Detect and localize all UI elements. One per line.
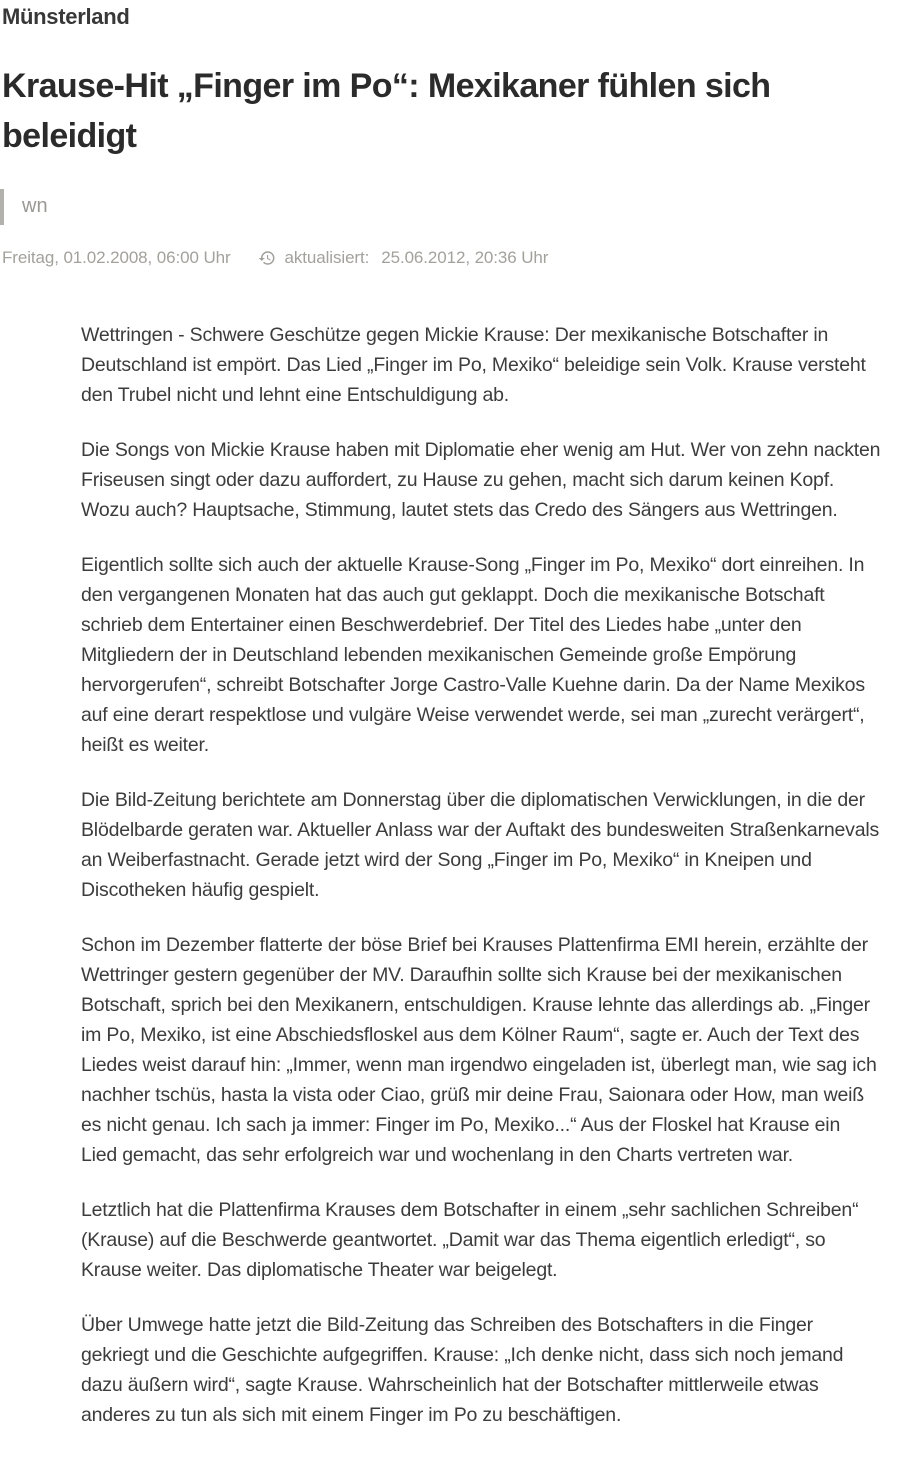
byline-author: wn (22, 195, 48, 217)
article-paragraph: Die Songs von Mickie Krause haben mit Diplomatie eher wenig am Hut. Wer von zehn nackten Friseusen singt oder dazu auffordert, zu Hause zu gehen, macht sich darum keinen Kopf. Wozu auch? Hauptsache, Stimmung, lautet stets das Credo des Sängers aus Wettringen. (81, 439, 881, 521)
article-paragraph: Letztlich hat die Plattenfirma Krauses dem Botschafter in einem „sehr sachlichen Schreiben“ (Krause) auf die Beschwerde geantwortet. „Damit war das Thema eigentlich erledigt“, so Krause weiter. Das diplomatische Theater war beigelegt. (81, 1199, 859, 1281)
article-paragraph: Eigentlich sollte sich auch der aktuelle Krause-Song „Finger im Po, Mexiko“ dort einreihen. In den vergangenen Monaten hat das auch gut geklappt. Doch die mexikanische Botschaft schrieb dem Entertainer einen Beschwerdebrief. Der Titel des Liedes habe „unter den Mitgliedern der in Deutschland lebenden mexikanischen Gemeinde große Empörung hervorgerufen“, schreibt Botschafter Jorge Castro-Valle Kuehne darin. Da der Name Mexikos auf eine derart respektlose und vulgäre Weise verwendet werde, sei man „zurecht verärgert“, heißt es weiter. (81, 554, 865, 756)
page-title: Krause-Hit „Finger im Po“: Mexikaner fühlen sich beleidigt (2, 67, 771, 155)
article-paragraph: Schon im Dezember flatterte der böse Brief bei Krauses Plattenfirma EMI herein, erzählte der Wettringer gestern gegenüber der MV. Daraufhin sollte sich Krause bei der mexikanischen Botschaft, sprich bei den Mexikanern, entschuldigen. Krause lehnte das allerdings ab. „Finger im Po, Mexiko, ist eine Abschiedsfloskel aus dem Kölner Raum“, sagte er. Auch der Text des Liedes weist darauf hin: „Immer, wenn man irgendwo eingeladen ist, überlegt man, wie sag ich nachher tschüs, hasta la vista oder Ciao, grüß mir deine Frau, Saionara oder How, man weiß es nicht genau. Ich sach ja immer: Finger im Po, Mexiko...“ Aus der Floskel hat Krause ein Lied gemacht, das sehr erfolgreich war und wochenlang in den Charts vertreten war. (81, 934, 877, 1166)
article-meta (2, 248, 917, 268)
byline (0, 189, 917, 225)
published-timestamp: Freitag, 01.02.2008, 06:00 Uhr (2, 248, 231, 267)
history-icon (258, 249, 276, 267)
updated-timestamp: 25.06.2012, 20:36 Uhr (381, 248, 549, 267)
article-paragraph: Wettringen - Schwere Geschütze gegen Mickie Krause: Der mexikanische Botschafter in Deutschland ist empört. Das Lied „Finger im Po, Mexiko“ beleidige sein Volk. Krause versteht den Trubel nicht und lehnt eine Entschuldigung ab. (81, 324, 866, 406)
article-paragraph: Die Bild-Zeitung berichtete am Donnerstag über die diplomatischen Verwicklungen, in die der Blödelbarde geraten war. Aktueller Anlass war der Auftakt des bundesweiten Straßenkarnevals an Weiberfastnacht. Gerade jetzt wird der Song „Finger im Po, Mexiko“ in Kneipen und Discotheken häufig gespielt. (81, 789, 880, 901)
updated-label: aktualisiert: (284, 248, 370, 267)
article-body (81, 320, 881, 1430)
breadcrumb-category[interactable]: Münsterland (2, 4, 130, 29)
article-paragraph: Über Umwege hatte jetzt die Bild-Zeitung das Schreiben des Botschafters in die Finger gekriegt und die Geschichte aufgegriffen. Krause: „Ich denke nicht, dass sich noch jemand dazu äußern wird“, sagte Krause. Wahrscheinlich hat der Botschafter mittlerweile etwas anderes zu tun als sich mit einem Finger im Po zu beschäftigen. (81, 1314, 844, 1426)
